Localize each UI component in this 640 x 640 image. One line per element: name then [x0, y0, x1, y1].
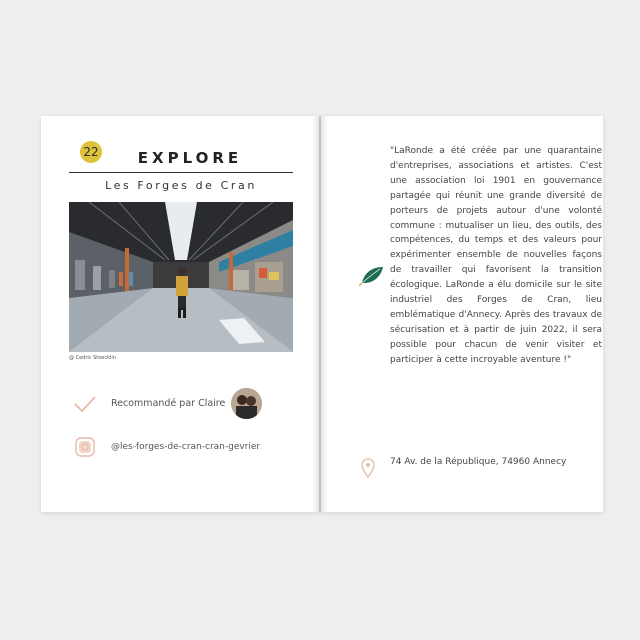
- venue-photo: [69, 202, 293, 352]
- place-name: Les Forges de Cran: [105, 179, 257, 192]
- leaf-icon: [359, 264, 385, 286]
- right-page: [321, 116, 603, 512]
- check-icon: [73, 394, 97, 414]
- avatar: [231, 388, 262, 419]
- page-number-badge: 22: [80, 141, 102, 163]
- address-text: 74 Av. de la République, 74960 Annecy: [390, 457, 567, 467]
- photo-credit: @ Cedric Stoecklin: [69, 355, 116, 361]
- instagram-handle[interactable]: @les-forges-de-cran-cran-gevrier: [111, 442, 261, 452]
- instagram-row[interactable]: [73, 436, 293, 460]
- map-pin-icon: [361, 458, 375, 478]
- instagram-icon: [75, 437, 95, 457]
- left-page: [41, 116, 319, 512]
- title-divider: [69, 172, 293, 173]
- recommendation-text: Recommandé par Claire: [111, 398, 226, 409]
- quote-text: "LaRonde a été créée par une quarantaine d'entreprises, associations et artistes. C'est une association loi 1901 en gouvernance partagée qui réunit une grande diversité de porteurs de projets autour d'une volonté commune : mutualiser un lieu, des outils, des compétences, du temps et des valeurs pour expérimenter ensemble de nouvelles façons de travailler qui favorisent la transition écologique. LaRonde a élu domicile sur le site industriel des Forges de Cran, lieu emblématique d'Annecy. Après des travaux de sécurisation et à partir de juin 2022, il sera possible pour chacun de venir visiter et participer à cette incroyable aventure !": [390, 146, 602, 365]
- section-title: EXPLORE: [137, 149, 243, 167]
